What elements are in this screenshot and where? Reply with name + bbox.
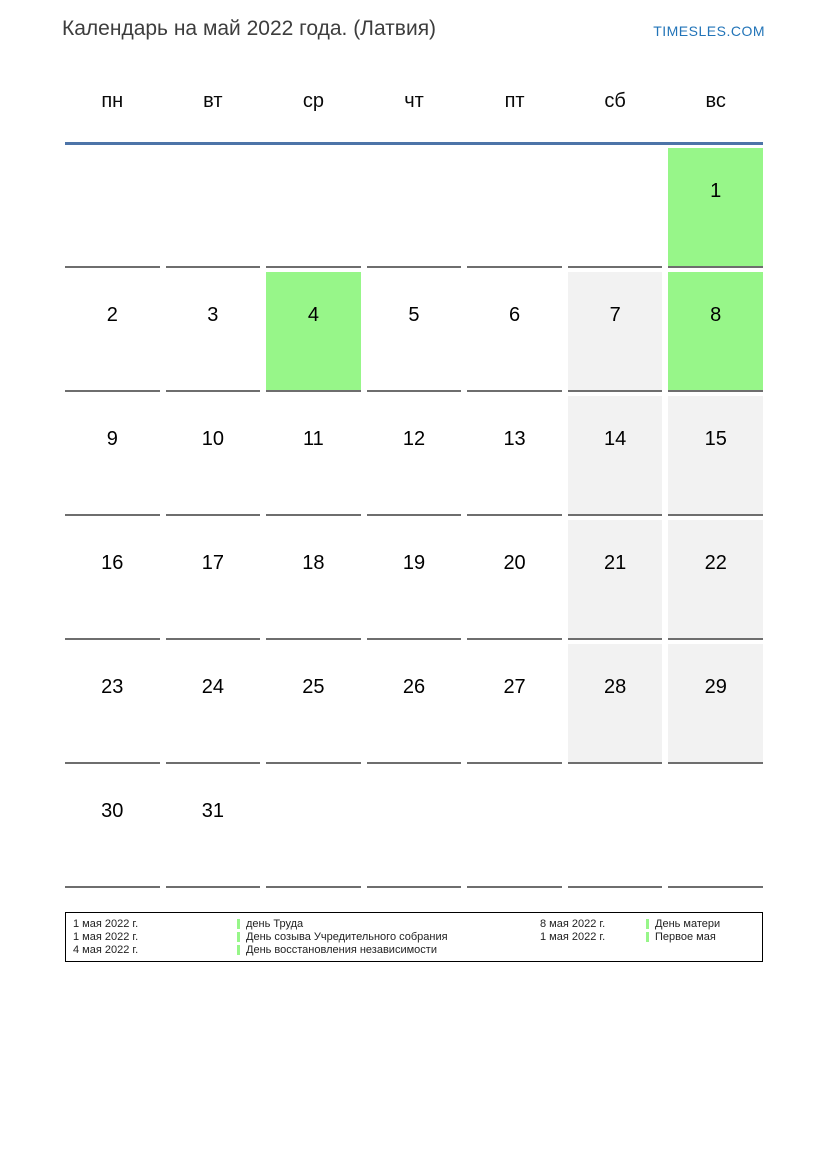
day-cell: 25 [266,644,361,764]
empty-cell [266,148,361,268]
holiday-date: 1 мая 2022 г. [540,930,606,943]
day-cell: 22 [668,520,763,640]
day-cell: 5 [367,272,462,392]
holiday-name: День созыва Учредительного собрания [246,930,448,943]
day-cell: 7 [568,272,663,392]
empty-cell [467,148,562,268]
empty-cell [166,148,261,268]
day-cell: 29 [668,644,763,764]
holiday-marker-icon [237,919,240,929]
weekday-header: чт [404,90,424,112]
holiday-marker-icon [646,919,649,929]
day-cell: 21 [568,520,663,640]
legend-item [540,917,720,930]
day-cell: 15 [668,396,763,516]
day-cell: 9 [65,396,160,516]
holiday-marker-icon [237,932,240,942]
day-cell: 10 [166,396,261,516]
holiday-name: Первое мая [655,930,716,943]
holiday-name: День матери [655,917,721,930]
weekday-header: пт [504,90,525,112]
legend-item [73,930,448,943]
holiday-name: День восстановления независимости [246,943,437,956]
day-cell: 8 [668,272,763,392]
day-cell: 31 [166,768,261,888]
empty-cell [367,768,462,888]
holidays-legend [65,912,763,962]
page-title: Календарь на май 2022 года. (Латвия) [62,17,437,40]
empty-cell [266,768,361,888]
day-cell: 24 [166,644,261,764]
day-cell: 19 [367,520,462,640]
day-cell: 4 [266,272,361,392]
site-link[interactable]: TIMESLES.COM [653,23,765,39]
weekday-header: ср [302,90,324,112]
day-cell: 13 [467,396,562,516]
day-cell: 6 [467,272,562,392]
weekday-header-row [65,90,763,113]
day-cell: 11 [266,396,361,516]
day-cell: 26 [367,644,462,764]
empty-cell [65,148,160,268]
weekday-header: вт [203,90,223,112]
holiday-date: 1 мая 2022 г. [73,930,139,943]
holiday-date: 8 мая 2022 г. [540,917,606,930]
day-cell: 2 [65,272,160,392]
legend-item [73,943,448,956]
day-cell: 23 [65,644,160,764]
calendar-grid [65,148,763,888]
empty-cell [467,768,562,888]
day-cell: 20 [467,520,562,640]
legend-column-left [73,917,448,956]
legend-column-right [540,917,720,943]
holiday-date: 4 мая 2022 г. [73,943,139,956]
holiday-marker-icon [646,932,649,942]
day-cell: 28 [568,644,663,764]
day-cell: 16 [65,520,160,640]
header-underline [65,142,763,145]
day-cell: 18 [266,520,361,640]
day-cell: 30 [65,768,160,888]
legend-item [540,930,720,943]
weekday-header: пн [101,90,124,112]
empty-cell [367,148,462,268]
day-cell: 17 [166,520,261,640]
day-cell: 12 [367,396,462,516]
holiday-name: день Труда [246,917,304,930]
weekday-header: вс [705,90,726,112]
holiday-marker-icon [237,945,240,955]
day-cell: 1 [668,148,763,268]
empty-cell [668,768,763,888]
day-cell: 14 [568,396,663,516]
holiday-date: 1 мая 2022 г. [73,917,139,930]
legend-item [73,917,448,930]
empty-cell [568,768,663,888]
day-cell: 27 [467,644,562,764]
empty-cell [568,148,663,268]
day-cell: 3 [166,272,261,392]
weekday-header: сб [604,90,626,112]
